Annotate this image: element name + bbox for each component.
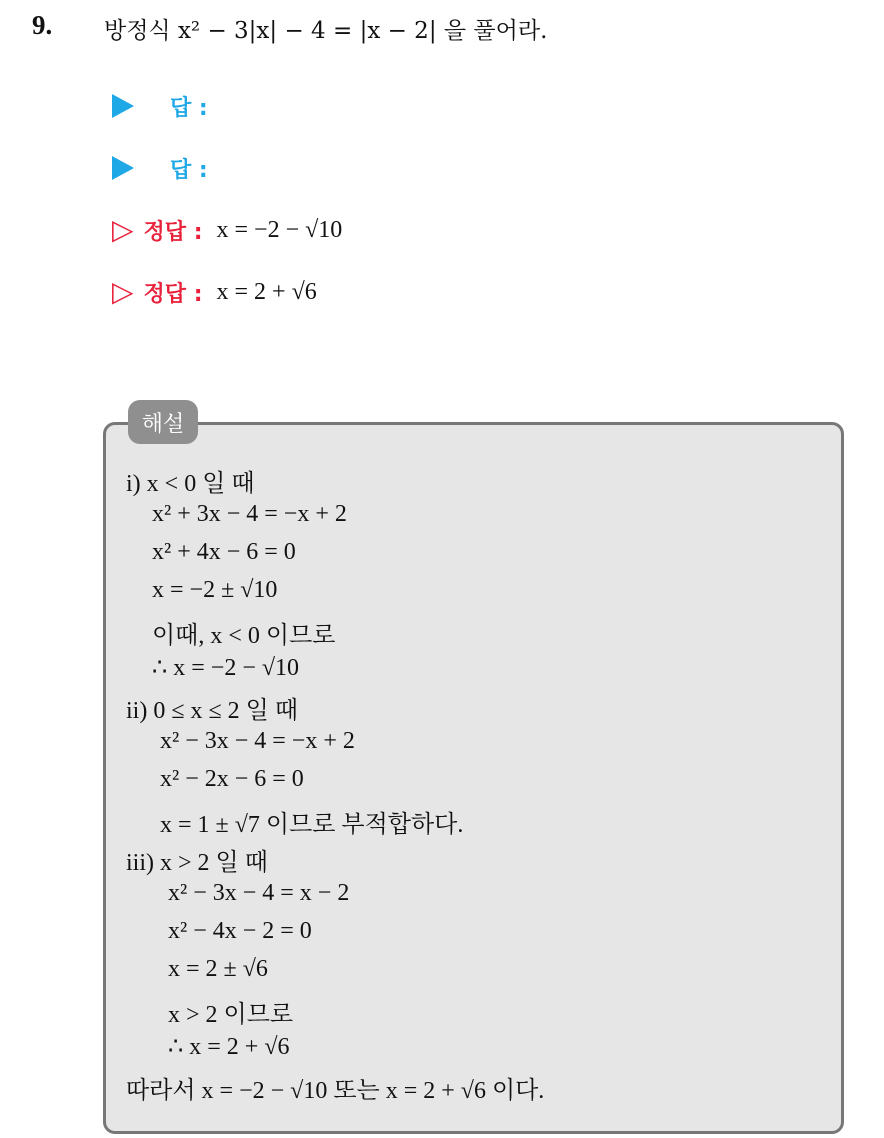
explanation-line: x² − 3x − 4 = x − 2 <box>168 880 350 906</box>
explanation-line: ∴ x = 2 + √6 <box>168 1034 290 1060</box>
explanation-box <box>103 422 844 1134</box>
explanation-tab: 해설 <box>128 400 198 444</box>
correct-answer-row-1 <box>112 210 342 250</box>
triangle-marker-icon <box>112 94 134 118</box>
explanation-line: iii) x > 2 일 때 <box>126 850 268 876</box>
explanation-line: x² − 4x − 2 = 0 <box>168 918 312 944</box>
correct-answer-label: 정답 : <box>143 219 203 245</box>
question-text: 방정식 x² − 3|x| − 4 = |x − 2| 을 풀어라. <box>104 18 548 44</box>
explanation-line: x = −2 ± √10 <box>152 577 278 603</box>
triangle-marker-icon <box>112 156 134 180</box>
explanation-line: ∴ x = −2 − √10 <box>152 655 300 681</box>
explanation-line: 따라서 x = −2 − √10 또는 x = 2 + √6 이다. <box>126 1078 545 1104</box>
answer-row-1[interactable] <box>112 86 208 126</box>
explanation-line: x² − 3x − 4 = −x + 2 <box>160 728 355 754</box>
answer-label: 답 : <box>170 157 208 183</box>
explanation-line: 이때, x < 0 이므로 <box>152 623 336 649</box>
question-number: 9. <box>32 10 53 40</box>
correct-answer-value: x = 2 + √6 <box>216 278 317 305</box>
explanation-line: x² + 3x − 4 = −x + 2 <box>152 501 347 527</box>
outline-triangle-icon: ▷ <box>112 213 134 246</box>
explanation-line: x = 1 ± √7 이므로 부적합하다. <box>160 812 464 838</box>
answer-row-2[interactable] <box>112 148 208 188</box>
explanation-line: i) x < 0 일 때 <box>126 471 255 497</box>
correct-answer-row-2 <box>112 272 317 312</box>
correct-answer-value: x = −2 − √10 <box>216 216 343 243</box>
correct-answer-label: 정답 : <box>143 281 203 307</box>
answer-label: 답 : <box>170 95 208 121</box>
explanation-line: ii) 0 ≤ x ≤ 2 일 때 <box>126 698 299 724</box>
explanation-line: x = 2 ± √6 <box>168 956 268 982</box>
outline-triangle-icon: ▷ <box>112 275 134 308</box>
explanation-line: x > 2 이므로 <box>168 1002 294 1028</box>
explanation-line: x² + 4x − 6 = 0 <box>152 539 296 565</box>
explanation-line: x² − 2x − 6 = 0 <box>160 766 304 792</box>
